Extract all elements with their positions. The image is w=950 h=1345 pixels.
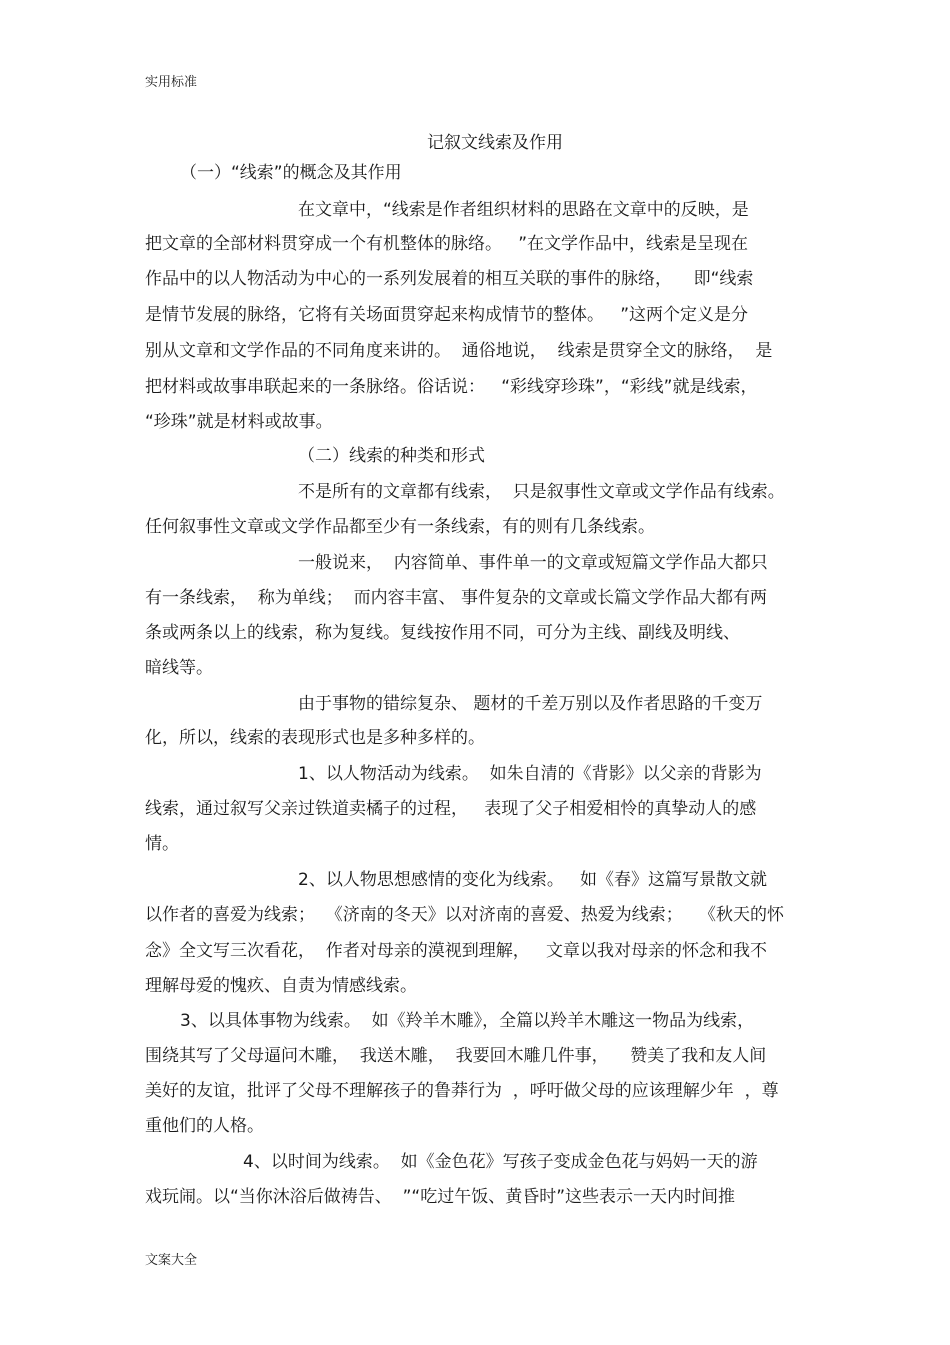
paragraph-line: 美好的友谊，批评了父母不理解孩子的鲁莽行为 ，呼吁做父母的应该理解少年 ，尊: [145, 1081, 779, 1101]
paragraph-line: 1、以人物活动为线索。 如朱自清的《背影》以父亲的背影为: [298, 764, 762, 784]
paragraph-line: 2、以人物思想感情的变化为线索。 如《春》这篇写景散文就: [298, 870, 768, 890]
paragraph-line: “珍珠”就是材料或故事。: [145, 412, 333, 432]
paragraph-line: 一般说来， 内容简单、事件单一的文章或短篇文学作品大都只: [298, 553, 768, 573]
heading-section-1: （一）“线索”的概念及其作用: [180, 163, 402, 183]
document-title: 记叙文线索及作用: [427, 133, 563, 153]
paragraph-line: 以作者的喜爱为线索； 《济南的冬天》以对济南的喜爱、热爱为线索； 《秋天的怀: [145, 905, 785, 925]
paragraph-line: 4、以时间为线索。 如《金色花》写孩子变成金色花与妈妈一天的游: [243, 1152, 758, 1172]
paragraph-line: 3、以具体事物为线索。 如《羚羊木雕》，全篇以羚羊木雕这一物品为线索，: [180, 1011, 755, 1031]
page-footer: 文案大全: [145, 1253, 198, 1268]
paragraph-line: 任何叙事性文章或文学作品都至少有一条线索，有的则有几条线索。: [145, 517, 655, 537]
paragraph-line: 作品中的以人物活动为中心的一系列发展着的相互关联的事件的脉络， 即“线索: [145, 269, 754, 289]
paragraph-line: 化，所以，线索的表现形式也是多种多样的。: [145, 728, 485, 748]
paragraph-line: 围绕其写了父母逼问木雕， 我送木雕， 我要回木雕几件事， 赞美了我和友人间: [145, 1046, 767, 1066]
paragraph-line: 线索，通过叙写父亲过铁道卖橘子的过程， 表现了父子相爱相怜的真挚动人的感: [145, 799, 757, 819]
paragraph-line: 情。: [145, 834, 179, 854]
paragraph-line: 由于事物的错综复杂、 题材的千差万别以及作者思路的千变万: [298, 694, 763, 714]
paragraph-line: 是情节发展的脉络，它将有关场面贯穿起来构成情节的整体。 ”这两个定义是分: [145, 305, 749, 325]
paragraph-line: 戏玩闹。以“当你沐浴后做祷告、 ”“吃过午饭、黄昏时”这些表示一天内时间推: [145, 1187, 736, 1207]
paragraph-line: 理解母爱的愧疚、自责为情感线索。: [145, 976, 417, 996]
page-header: 实用标准: [145, 75, 198, 90]
paragraph-line: 在文章中，“线索是作者组织材料的思路在文章中的反映，是: [298, 200, 749, 220]
paragraph-line: 有一条线索， 称为单线； 而内容丰富、 事件复杂的文章或长篇文学作品大都有两: [145, 588, 768, 608]
paragraph-line: 把文章的全部材料贯穿成一个有机整体的脉络。 ”在文学作品中，线索是呈现在: [145, 234, 749, 254]
paragraph-line: 条或两条以上的线索，称为复线。复线按作用不同，可分为主线、副线及明线、: [145, 623, 740, 643]
paragraph-line: 把材料或故事串联起来的一条脉络。俗话说： “彩线穿珍珠”，“彩线”就是线索，: [145, 377, 758, 397]
paragraph-line: 暗线等。: [145, 658, 213, 678]
paragraph-line: 别从文章和文学作品的不同角度来讲的。 通俗地说， 线索是贯穿全文的脉络， 是: [145, 341, 773, 361]
heading-section-2: （二）线索的种类和形式: [298, 446, 485, 466]
paragraph-line: 念》全文写三次看花， 作者对母亲的漠视到理解， 文章以我对母亲的怀念和我不: [145, 941, 768, 961]
paragraph-line: 不是所有的文章都有线索， 只是叙事性文章或文学作品有线索。: [298, 482, 785, 502]
paragraph-line: 重他们的人格。: [145, 1116, 264, 1136]
